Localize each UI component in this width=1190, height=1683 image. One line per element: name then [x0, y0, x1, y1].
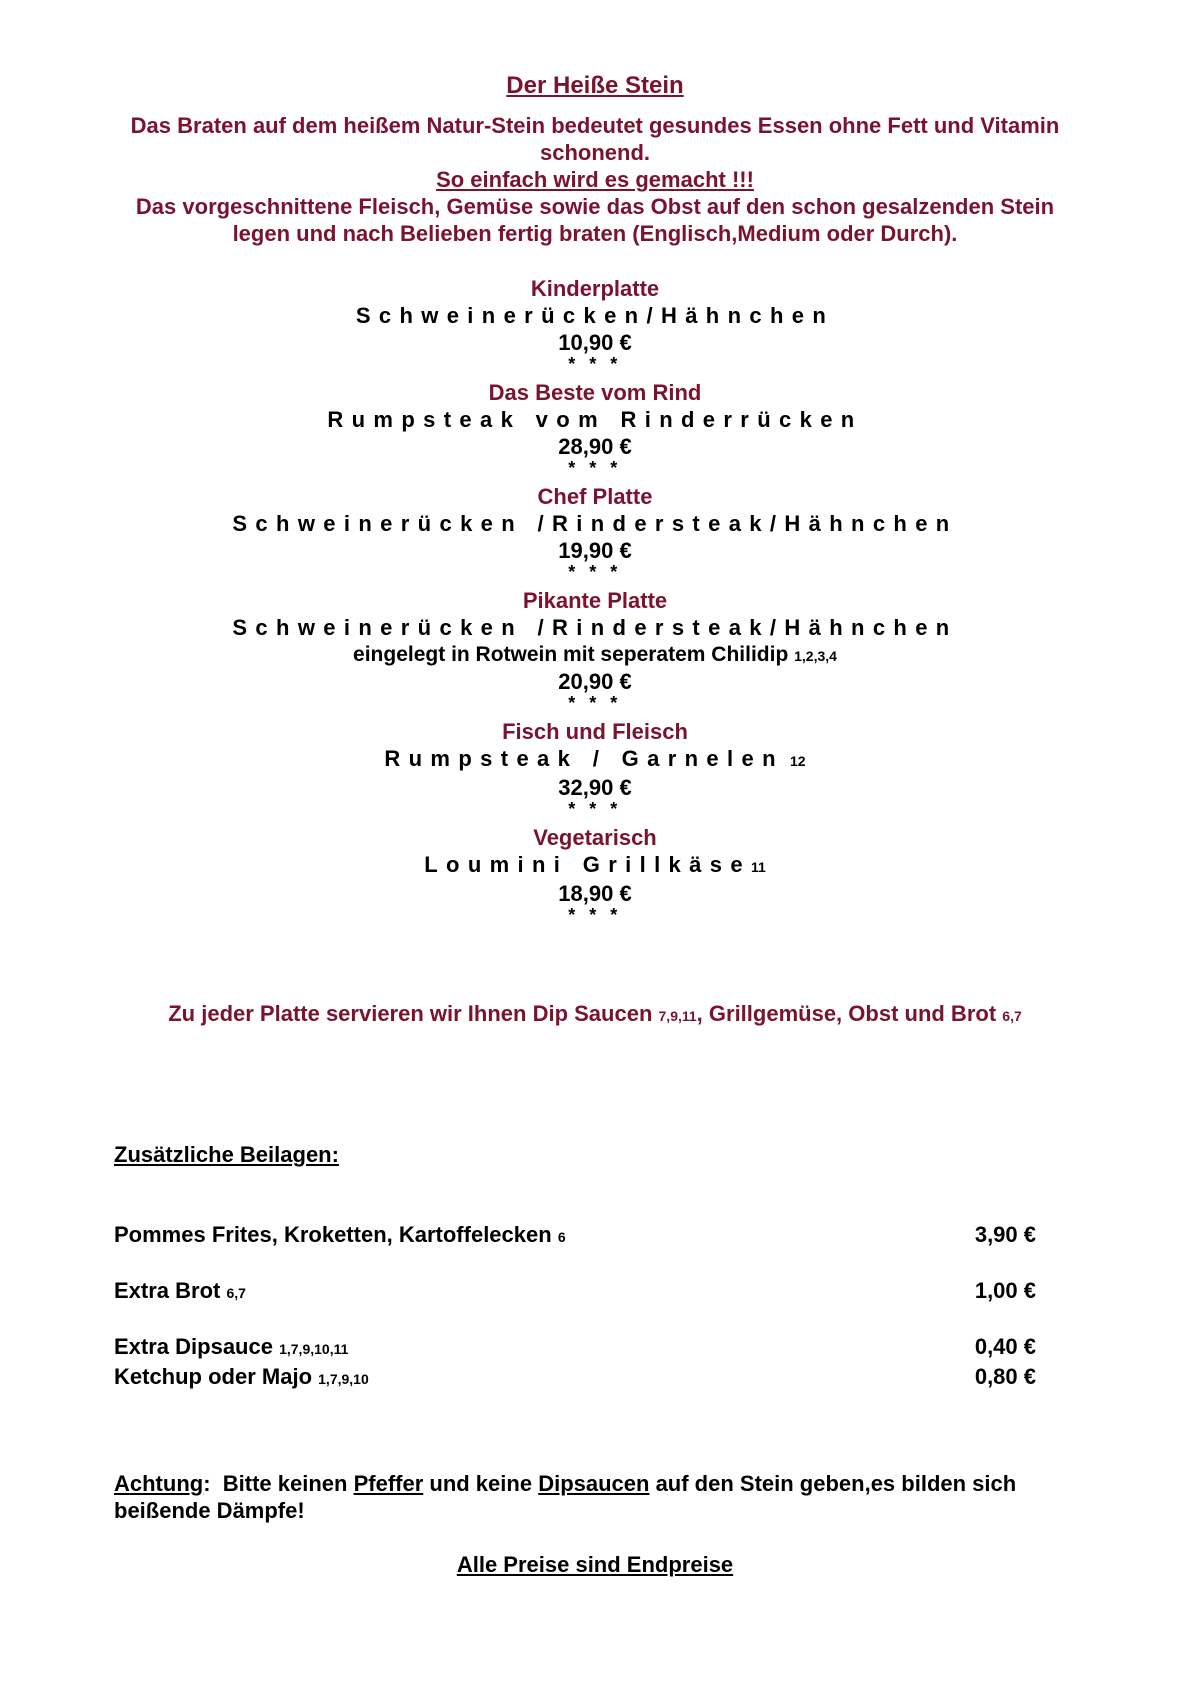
platter-name: Pikante Platte: [522, 588, 668, 613]
allergen-codes: 7,9,11: [658, 1008, 697, 1024]
allergen-codes: 11: [750, 859, 766, 875]
side-price: 3,90 €: [974, 1222, 1036, 1247]
platter-price: 32,90 €: [558, 775, 632, 800]
platter-description: Rumpsteak vom Rinderrücken: [327, 407, 863, 432]
allergen-codes: 1,7,9,10,11: [279, 1341, 349, 1357]
warning-word-pepper: Pfeffer: [353, 1471, 424, 1496]
sides-list: [114, 1221, 1036, 1393]
platter-name: Chef Platte: [537, 484, 653, 509]
platter-list: [0, 276, 1190, 931]
platter-description: Schweinerücken /Rindersteak/Hähnchen: [232, 511, 958, 536]
platter-description: Schweinerücken/Hähnchen: [355, 303, 835, 328]
final-price-note: Alle Preise sind Endpreise: [456, 1552, 734, 1577]
platter-name: Das Beste vom Rind: [488, 380, 702, 405]
platter-name: Vegetarisch: [533, 825, 657, 850]
sides-heading: Zusätzliche Beilagen:: [114, 1142, 339, 1167]
platter-description: Loumini Grillkäse11: [424, 852, 766, 877]
platter-price: 10,90 €: [558, 330, 632, 355]
intro-line-2: So einfach wird es gemacht !!!: [436, 167, 754, 192]
platter-item: [0, 276, 1190, 372]
served-with-note: Zu jeder Platte servieren wir Ihnen Dip Saucen 7,9,11, Grillgemüse, Obst und Brot 6,7: [168, 1001, 1022, 1026]
platter-item: [0, 719, 1190, 817]
allergen-codes: 1,2,3,4: [794, 648, 837, 664]
side-item: [114, 1221, 1036, 1251]
warning-label: Achtung: [114, 1471, 204, 1496]
platter-price: 28,90 €: [558, 434, 632, 459]
side-name: Pommes Frites, Kroketten, Kartoffelecken 6: [114, 1222, 566, 1247]
side-price: 0,80 €: [974, 1364, 1036, 1389]
platter-name: Kinderplatte: [530, 276, 660, 301]
platter-separator: * * *: [568, 905, 622, 925]
platter-extra: eingelegt in Rotwein mit seperatem Chilidip 1,2,3,4: [353, 643, 837, 666]
platter-item: [0, 380, 1190, 476]
side-item: [114, 1277, 1036, 1307]
side-price: 1,00 €: [974, 1278, 1036, 1303]
platter-item: [0, 825, 1190, 923]
side-name: Ketchup oder Majo 1,7,9,10: [114, 1364, 369, 1389]
intro-text: [110, 112, 1080, 247]
warning-word-dips: Dipsaucen: [538, 1471, 650, 1496]
allergen-codes: 6,7: [226, 1285, 246, 1301]
intro-line-1: Das Braten auf dem heißem Natur-Stein bedeutet gesundes Essen ohne Fett und Vitamin schonend.: [130, 113, 1060, 165]
platter-price: 18,90 €: [558, 881, 632, 906]
platter-description: Rumpsteak / Garnelen 12: [384, 746, 806, 771]
platter-separator: * * *: [568, 354, 622, 374]
platter-separator: * * *: [568, 693, 622, 713]
side-item: [114, 1333, 1036, 1363]
platter-separator: * * *: [568, 799, 622, 819]
platter-separator: * * *: [568, 458, 622, 478]
side-price: 0,40 €: [974, 1334, 1036, 1359]
allergen-codes: 6,7: [1002, 1008, 1022, 1024]
platter-item: [0, 484, 1190, 580]
allergen-codes: 6: [557, 1229, 566, 1245]
platter-item: [0, 588, 1190, 711]
warning-note: Achtung: Bitte keinen Pfeffer und keine Dipsaucen auf den Stein geben,es bilden sich beißende Dämpfe!: [114, 1471, 1017, 1523]
allergen-codes: 1,7,9,10: [318, 1371, 369, 1387]
platter-description: Schweinerücken /Rindersteak/Hähnchen: [232, 615, 958, 640]
platter-separator: * * *: [568, 562, 622, 582]
intro-line-3: Das vorgeschnittene Fleisch, Gemüse sowie das Obst auf den schon gesalzenden Stein legen und nach Belieben fertig braten (Englisch,Medium oder Durch).: [135, 194, 1055, 246]
platter-price: 20,90 €: [558, 669, 632, 694]
platter-price: 19,90 €: [558, 538, 632, 563]
allergen-codes: 12: [790, 753, 806, 769]
side-item: [114, 1363, 1036, 1393]
platter-name: Fisch und Fleisch: [502, 719, 688, 744]
menu-title: Der Heiße Stein: [506, 72, 684, 99]
side-name: Extra Dipsauce 1,7,9,10,11: [114, 1334, 349, 1359]
side-name: Extra Brot 6,7: [114, 1278, 246, 1303]
